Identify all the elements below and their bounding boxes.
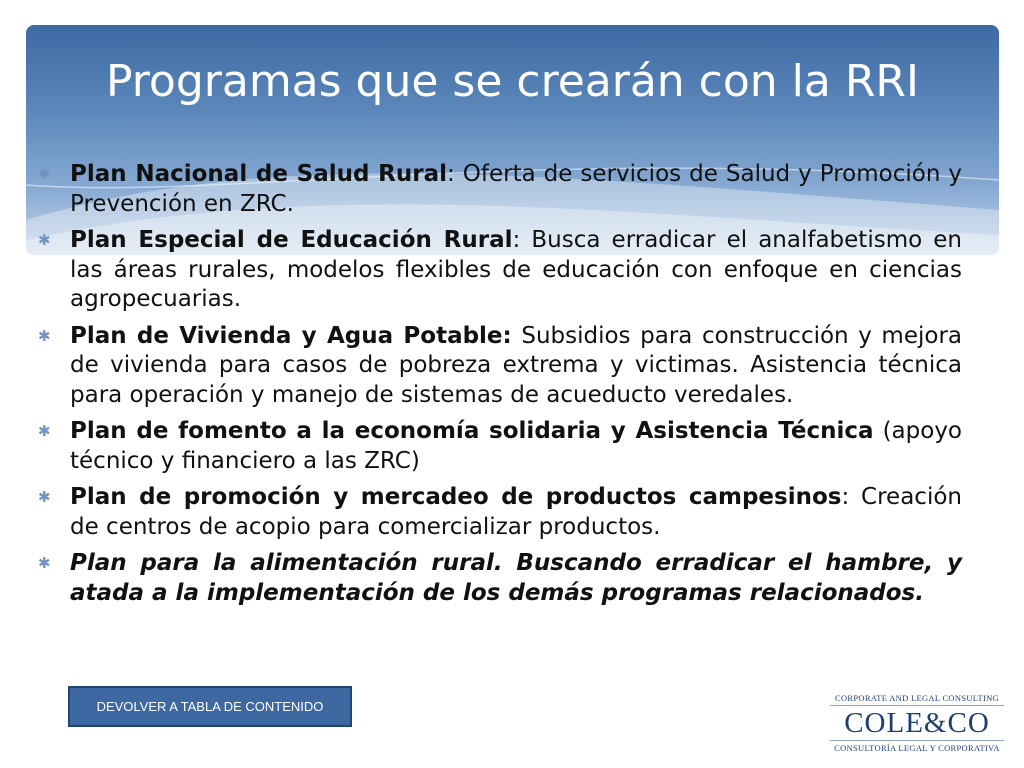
- logo-tagline-es: CONSULTORÍA LEGAL Y CORPORATIVA: [834, 743, 1000, 753]
- bullet-text: Oferta de servicios de Salud y Promoción y Prevención en ZRC.: [70, 161, 963, 217]
- list-item: [38, 322, 962, 411]
- logo-tagline-en: CORPORATE AND LEGAL CONSULTING: [835, 693, 999, 703]
- asterisk-icon: ✱: [38, 326, 51, 345]
- bullet-separator: [874, 418, 883, 444]
- bullet-text: Creación de centros de acopio para comercializar productos.: [70, 484, 962, 540]
- list-item: [38, 417, 962, 476]
- asterisk-icon: ✱: [38, 554, 51, 572]
- asterisk-icon: ✱: [38, 488, 51, 506]
- list-item: [38, 483, 962, 542]
- bullet-separator: [512, 323, 522, 349]
- list-item: [38, 160, 962, 219]
- company-logo: [818, 678, 1016, 758]
- list-item: [38, 549, 962, 608]
- logo-divider: [830, 740, 1004, 741]
- bullet-separator: :: [841, 484, 862, 510]
- bullet-separator: :: [512, 227, 532, 253]
- back-to-contents-button[interactable]: DEVOLVER A TABLA DE CONTENIDO: [68, 686, 352, 727]
- logo-name: COLE&CO: [844, 707, 990, 739]
- bullet-lead: Plan Nacional de Salud Rural: [70, 161, 447, 187]
- bullet-lead: Plan de fomento a la economía solidaria y Asistencia Técnica: [70, 418, 874, 444]
- list-item: [38, 226, 962, 315]
- asterisk-icon: ✱: [38, 231, 51, 249]
- bullet-text: Subsidios para construcción y mejora de vivienda para casos de pobreza extrema y victimas. Asistencia técnica para operación y manejo de sistemas de acueducto veredales.: [70, 322, 962, 408]
- asterisk-icon: ✱: [38, 422, 51, 440]
- bullet-lead: Plan para la alimentación rural. Buscando erradicar el hambre, y atada a la implementación de los demás programas relacionados.: [70, 550, 962, 606]
- bullet-lead: Plan de promoción y mercadeo de productos campesinos: [70, 484, 842, 510]
- bullet-separator: :: [447, 161, 463, 187]
- slide-title: Programas que se crearán con la RRI: [106, 56, 919, 107]
- logo-divider: [830, 705, 1004, 706]
- bullet-lead: Plan de Vivienda y Agua Potable:: [70, 322, 512, 349]
- bullet-list: [38, 160, 962, 615]
- asterisk-icon: ✱: [38, 165, 51, 183]
- bullet-lead: Plan Especial de Educación Rural: [70, 227, 513, 253]
- bullet-text: (apoyo técnico y financiero a las ZRC): [70, 418, 962, 474]
- bullet-text: Busca erradicar el analfabetismo en las áreas rurales, modelos flexibles de educación con enfoque en ciencias agropecuarias.: [70, 227, 963, 312]
